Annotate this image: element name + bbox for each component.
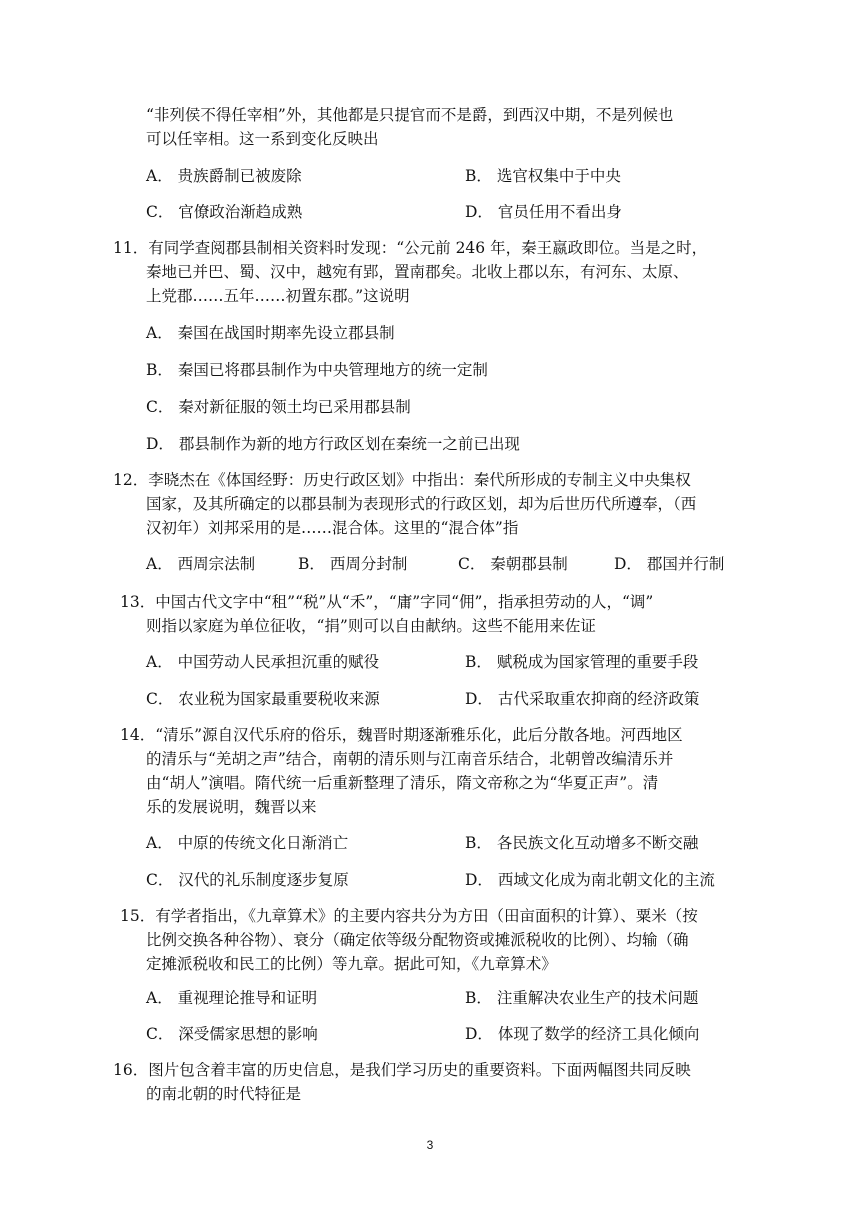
q13-line-1: 13．中国古代文字中“租”“税”从“禾”，“庸”字同“佣”，指承担劳动的人，“调”: [120, 593, 654, 611]
q13-option-d[interactable]: D． 古代采取重农抑商的经济政策: [465, 690, 700, 708]
q15-option-d[interactable]: D． 体现了数学的经济工具化倾向: [465, 1025, 700, 1043]
q12-line-3: 汉初年）刘邦采用的是……混合体。这里的“混合体”指: [146, 519, 519, 537]
q11-option-a[interactable]: A． 秦国在战国时期率先设立郡县制: [146, 324, 395, 342]
q14-option-b[interactable]: B． 各民族文化互动增多不断交融: [465, 834, 699, 852]
q12-option-a[interactable]: A． 西周宗法制: [146, 555, 256, 573]
q11-line-1: 11．有同学查阅郡县制相关资料时发现：“公元前 246 年，秦王嬴政即位。当是之时，: [113, 239, 708, 257]
q15-option-c[interactable]: C． 深受儒家思想的影响: [146, 1025, 318, 1043]
q14-line-2: 的清乐与“羌胡之声”结合，南朝的清乐则与江南音乐结合，北朝曾改编清乐并: [146, 750, 674, 768]
q11-option-b[interactable]: B． 秦国已将郡县制作为中央管理地方的统一定制: [146, 361, 488, 379]
q13-option-c[interactable]: C． 农业税为国家最重要税收来源: [146, 690, 380, 708]
q12-option-c[interactable]: C． 秦朝郡县制: [458, 555, 568, 573]
q15-line-3: 定摊派税收和民工的比例）等九章。据此可知，《九章算术》: [146, 955, 557, 973]
q14-option-d[interactable]: D． 西域文化成为南北朝文化的主流: [465, 871, 715, 889]
q15-option-b[interactable]: B． 注重解决农业生产的技术问题: [465, 989, 699, 1007]
q11-line-2: 秦地已并巴、蜀、汉中，越宛有郢，置南郡矣。北收上郡以东，有河东、太原、: [146, 263, 689, 281]
q12-option-d[interactable]: D． 郡国并行制: [614, 555, 725, 573]
q15-option-a[interactable]: A． 重视理论推导和证明: [146, 989, 318, 1007]
q10-option-b[interactable]: B． 选官权集中于中央: [465, 167, 621, 185]
q15-line-1: 15．有学者指出，《九章算术》的主要内容共分为方田（田亩面积的计算）、粟米（按: [120, 907, 698, 925]
q16-line-1: 16．图片包含着丰富的历史信息，是我们学习历史的重要资料。下面两幅图共同反映: [113, 1061, 691, 1079]
q12-line-1: 12．李晓杰在《体国经野：历史行政区划》中指出：秦代所形成的专制主义中央集权: [113, 471, 691, 489]
q11-line-3: 上党郡……五年……初置东郡。”这说明: [146, 287, 410, 305]
q14-line-1: 14．“清乐”源自汉代乐府的俗乐，魏晋时期逐渐雅乐化，此后分散各地。河西地区: [120, 726, 683, 744]
q14-line-4: 乐的发展说明，魏晋以来: [146, 798, 317, 816]
page-number: 3: [426, 1138, 434, 1152]
q12-line-2: 国家，及其所确定的以郡县制为表现形式的行政区划，却为后世历代所遵奉，（西: [146, 495, 697, 513]
q10-line-1: “非列侯不得任宰相”外，其他都是只提官而不是爵，到西汉中期，不是列候也: [146, 106, 674, 124]
q11-option-d[interactable]: D． 郡县制作为新的地方行政区划在秦统一之前已出现: [146, 435, 520, 453]
q13-option-b[interactable]: B． 赋税成为国家管理的重要手段: [465, 653, 699, 671]
q12-option-b[interactable]: B． 西周分封制: [298, 555, 408, 573]
q16-line-2: 的南北朝的时代特征是: [146, 1085, 302, 1103]
q10-option-d[interactable]: D． 官员任用不看出身: [465, 203, 622, 221]
q13-option-a[interactable]: A． 中国劳动人民承担沉重的赋役: [146, 653, 380, 671]
q10-line-2: 可以任宰相。这一系到变化反映出: [146, 130, 379, 148]
q14-option-a[interactable]: A． 中原的传统文化日渐消亡: [146, 834, 349, 852]
q15-line-2: 比例交换各种谷物）、衰分（确定依等级分配物资或摊派税收的比例）、均输（确: [146, 931, 689, 949]
q10-option-a[interactable]: A． 贵族爵制已被废除: [146, 167, 302, 185]
q13-line-2: 则指以家庭为单位征收，“捐”则可以自由献纳。这些不能用来佐证: [146, 617, 596, 635]
q10-option-c[interactable]: C． 官僚政治渐趋成熟: [146, 203, 303, 221]
q11-option-c[interactable]: C． 秦对新征服的领土均已采用郡县制: [146, 398, 411, 416]
q14-line-3: 由“胡人”演唱。隋代统一后重新整理了清乐，隋文帝称之为“华夏正声”。清: [146, 774, 659, 792]
q14-option-c[interactable]: C． 汉代的礼乐制度逐步复原: [146, 871, 349, 889]
